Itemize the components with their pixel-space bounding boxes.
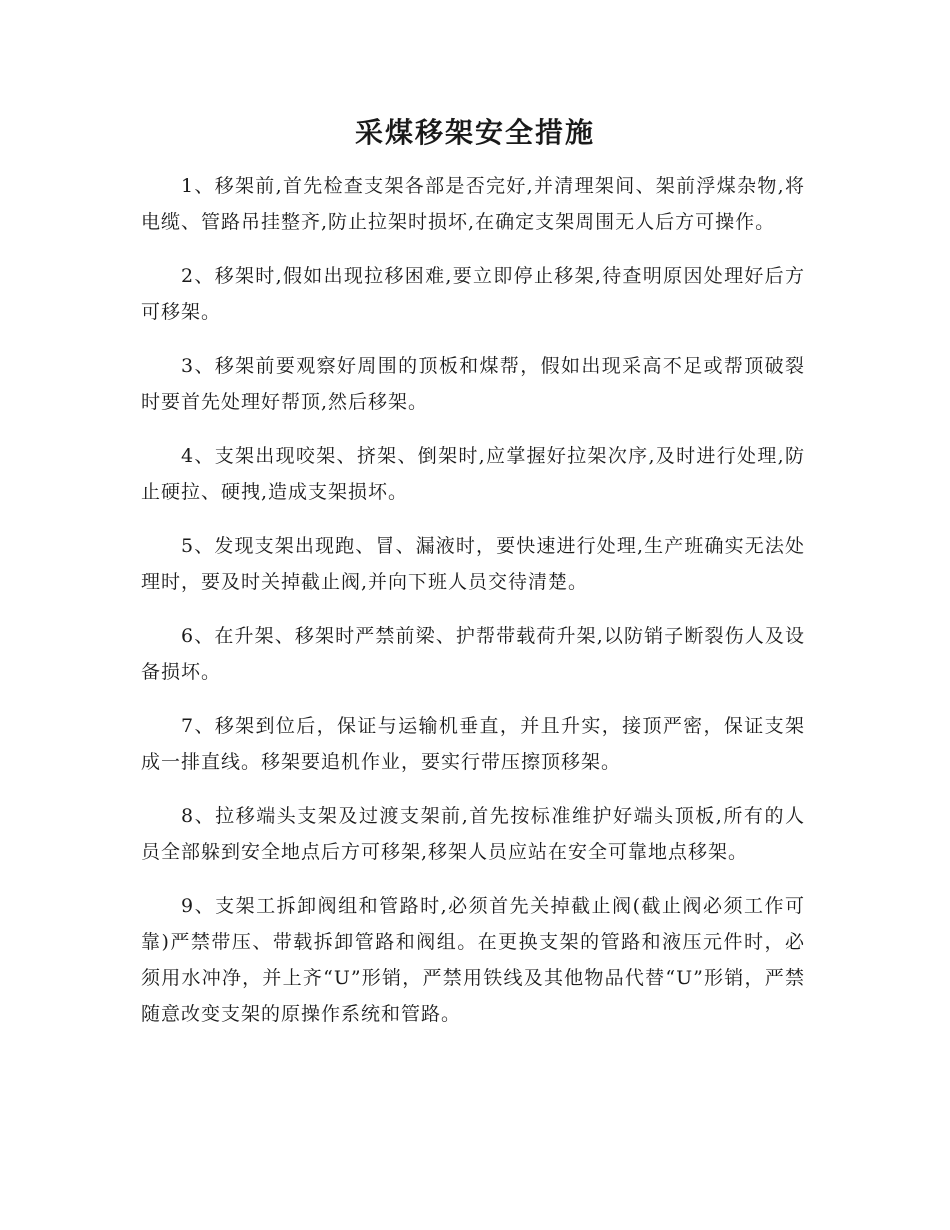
paragraph-3: 3、移架前要观察好周围的顶板和煤帮，假如出现采高不足或帮顶破裂时要首先处理好帮顶,然后移架。: [141, 355, 805, 413]
document-body: [141, 168, 805, 1050]
paragraph-4: 4、支架出现咬架、挤架、倒架时,应掌握好拉架次序,及时进行处理,防止硬拉、硬拽,造成支架损坏。: [141, 445, 805, 503]
paragraph-8: 8、拉移端头支架及过渡支架前,首先按标准维护好端头顶板,所有的人员全部躲到安全地点后方可移架,移架人员应站在安全可靠地点移架。: [141, 805, 805, 863]
paragraph-5: 5、发现支架出现跑、冒、漏液时，要快速进行处理,生产班确实无法处理时，要及时关掉截止阀,并向下班人员交待清楚。: [141, 535, 805, 593]
paragraph-7: 7、移架到位后，保证与运输机垂直，并且升实，接顶严密，保证支架成一排直线。移架要追机作业，要实行带压擦顶移架。: [141, 715, 805, 773]
page-title: 采煤移架安全措施: [354, 116, 595, 149]
paragraph-2: 2、移架时,假如出现拉移困难,要立即停止移架,待查明原因处理好后方可移架。: [141, 265, 805, 323]
paragraph-6: 6、在升架、移架时严禁前梁、护帮带载荷升架,以防销子断裂伤人及设备损坏。: [141, 625, 805, 683]
paragraph-9: 9、支架工拆卸阀组和管路时,必须首先关掉截止阀(截止阀必须工作可靠)严禁带压、带载拆卸管路和阀组。在更换支架的管路和液压元件时，必须用水冲净，并上齐“U”形销，严禁用铁线及其他物品代替“U”形销，严禁随意改变支架的原操作系统和管路。: [141, 895, 805, 1025]
paragraph-1: 1、移架前,首先检查支架各部是否完好,并清理架间、架前浮煤杂物,将电缆、管路吊挂整齐,防止拉架时损坏,在确定支架周围无人后方可操作。: [141, 175, 805, 233]
